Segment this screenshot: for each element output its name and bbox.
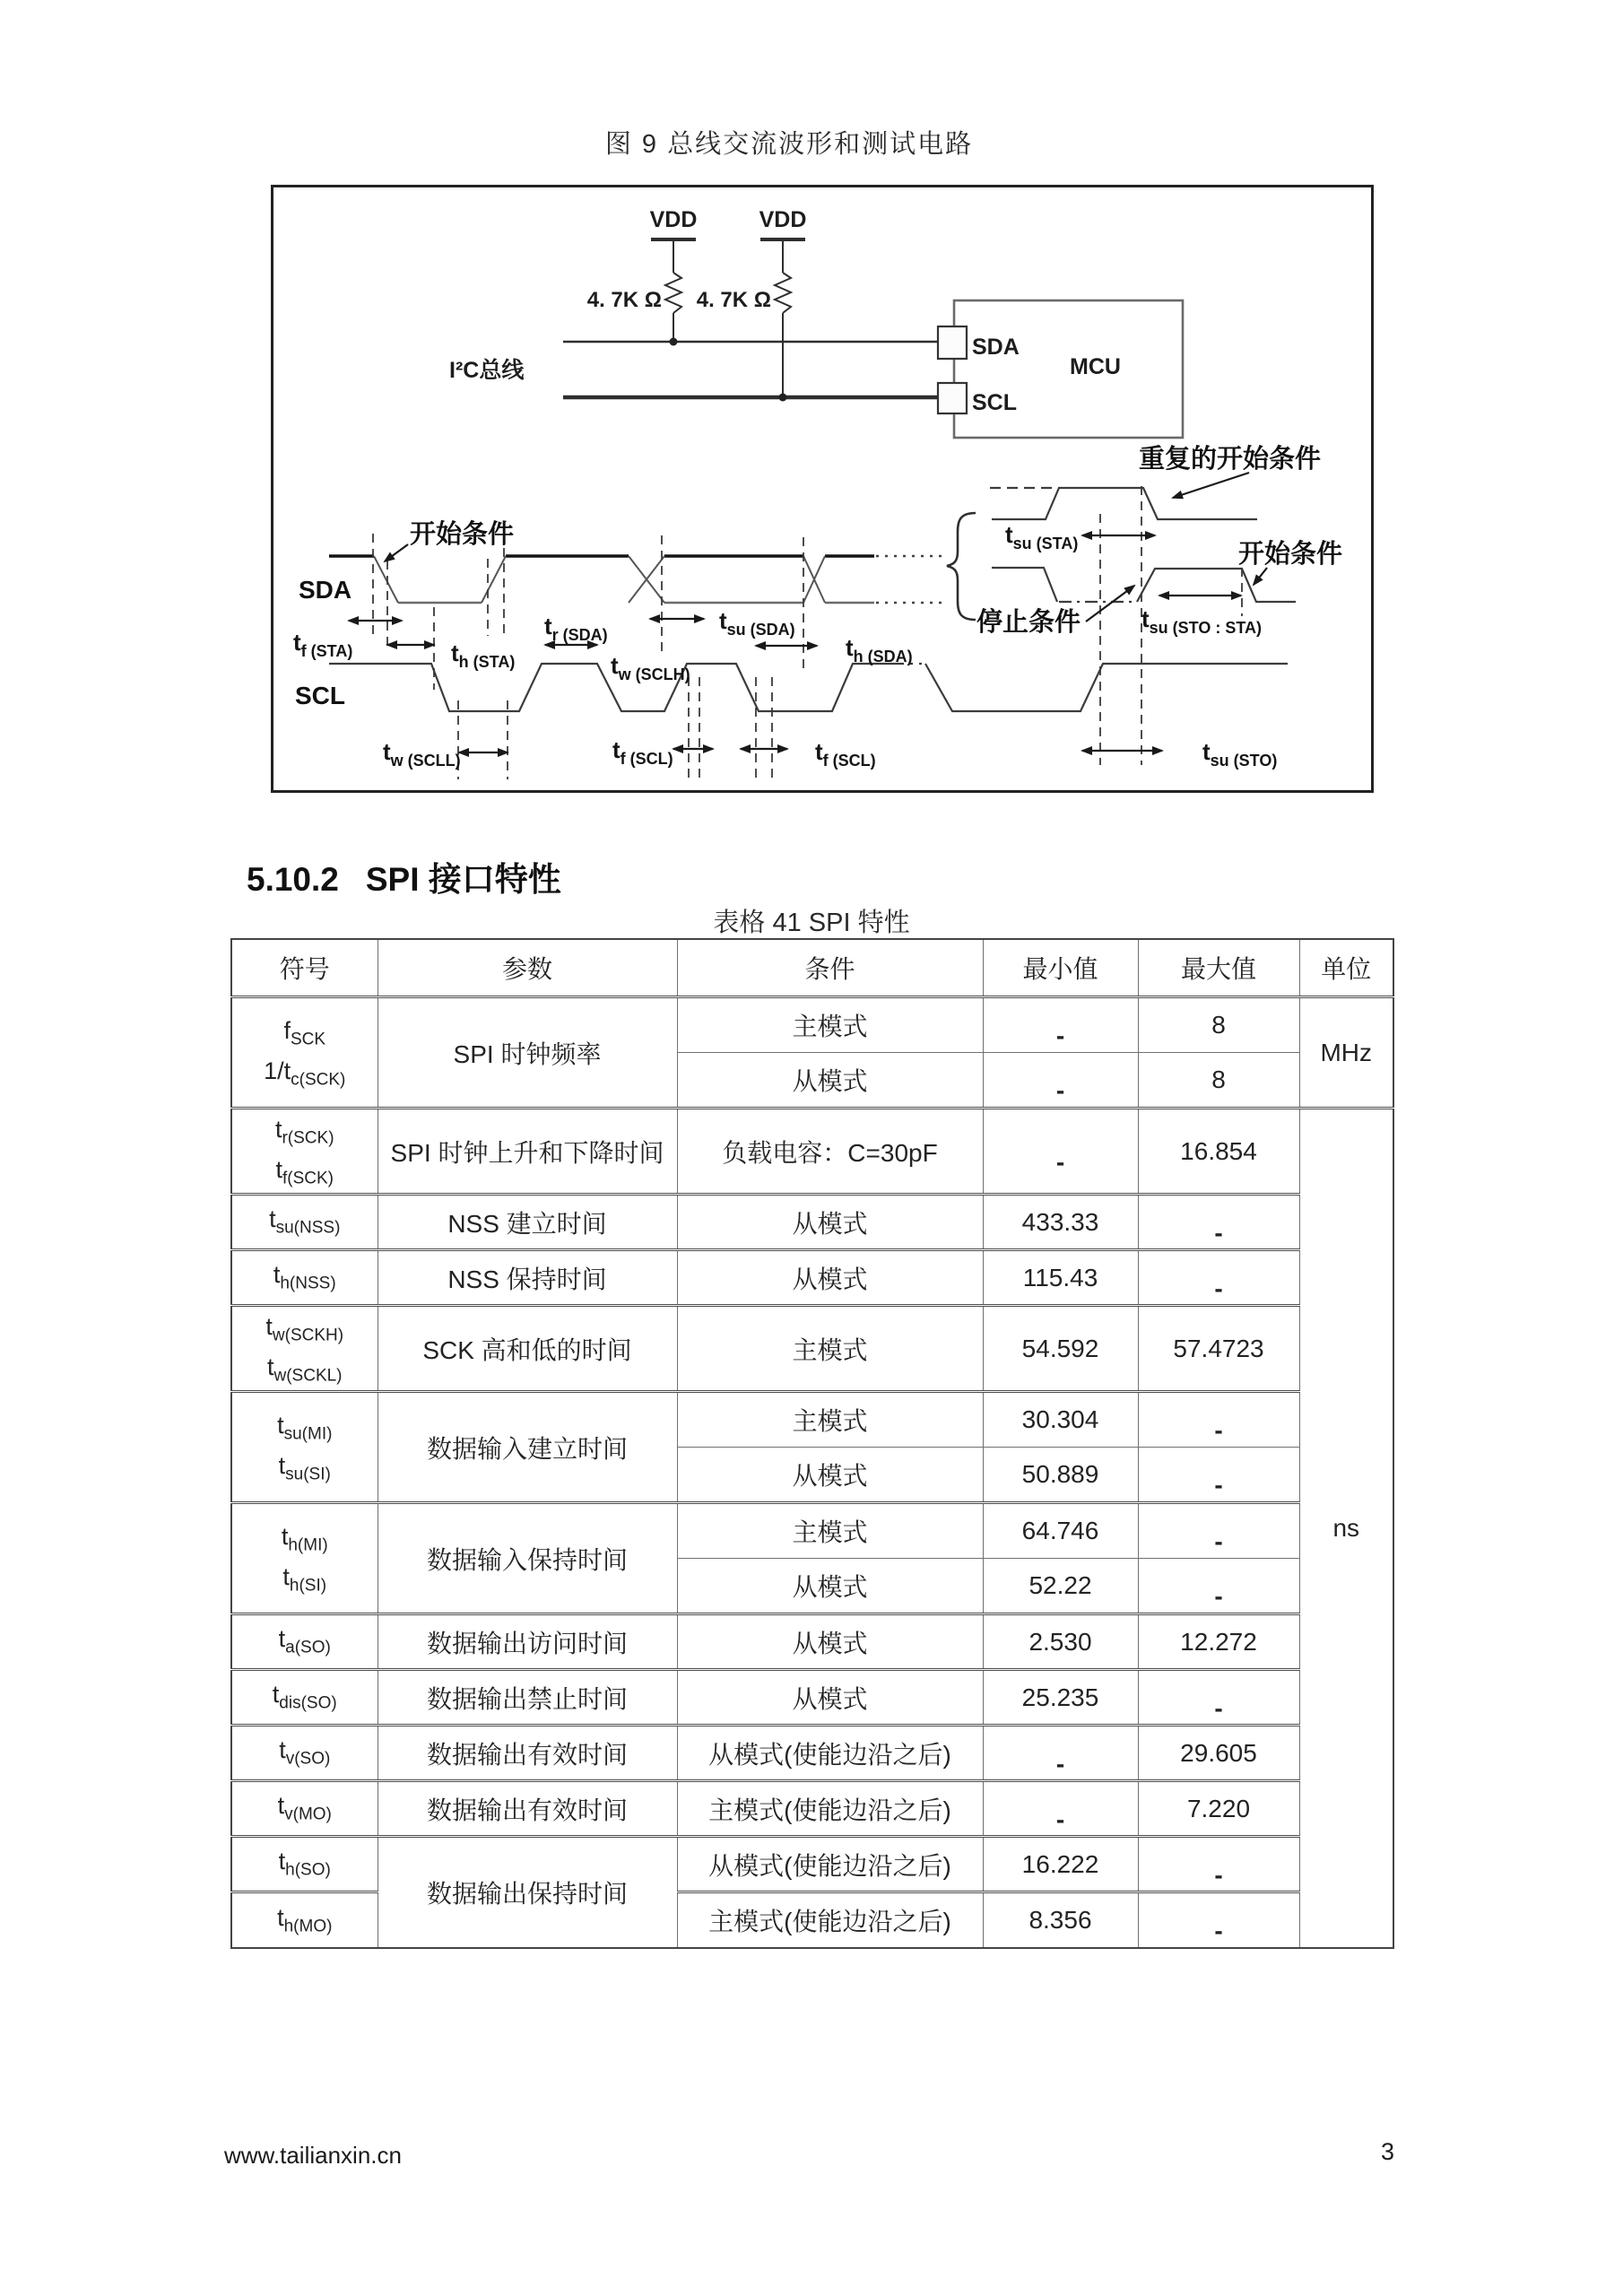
- cell-parameter: 数据输出访问时间: [378, 1614, 677, 1670]
- cell-symbol: $t_{v(SO)}$: [231, 1726, 378, 1781]
- resistor-right-symbol: [775, 273, 791, 313]
- sda-repeated-start-trace: [990, 488, 1257, 519]
- sda-pin-label: SDA: [972, 335, 1020, 360]
- table-row: [231, 1503, 1393, 1559]
- cell-symbol: $t_{v(MO)}$: [231, 1781, 378, 1837]
- cell-min: -: [983, 1781, 1138, 1837]
- cell-parameter: SCK 高和低的时间: [378, 1306, 677, 1392]
- cell-min: 16.222: [983, 1837, 1138, 1892]
- table-row: [231, 1726, 1393, 1781]
- cell-symbol: $t_{h(NSS)}$: [231, 1250, 378, 1306]
- cell-min: -: [983, 1053, 1138, 1109]
- table-row: [231, 1614, 1393, 1670]
- cell-max: 7.220: [1138, 1781, 1299, 1837]
- annotation-pointer-arrows: [385, 473, 1267, 622]
- table-row: [231, 1250, 1393, 1306]
- cell-symbol: $t_{r(SCK)}$ $t_{f(SCK)}$: [231, 1109, 378, 1195]
- cell-min: -: [983, 997, 1138, 1053]
- cell-condition: 从模式(使能边沿之后): [677, 1837, 983, 1892]
- footer-website: www.tailianxin.cn: [224, 2142, 402, 2169]
- pullup-wires: [673, 239, 783, 397]
- resistor-left-value: 4. 7K Ω: [586, 288, 662, 312]
- cell-max: -: [1138, 1392, 1299, 1448]
- cell-max: -: [1138, 1670, 1299, 1726]
- scl-pin-box: [938, 383, 967, 413]
- table-row: [231, 1306, 1393, 1392]
- table-caption: 表格 41 SPI 特性: [713, 909, 910, 937]
- cell-unit: ns: [1299, 1109, 1393, 1948]
- cell-max: -: [1138, 1837, 1299, 1892]
- header-max: 最大值: [1138, 939, 1299, 997]
- cell-symbol: $t_{a(SO)}$: [231, 1614, 378, 1670]
- cell-max: 29.605: [1138, 1726, 1299, 1781]
- table-row: [231, 1109, 1393, 1195]
- table-row: [231, 1837, 1393, 1892]
- cell-condition: 从模式: [677, 1559, 983, 1614]
- cell-condition: 主模式: [677, 997, 983, 1053]
- cell-max: 57.4723: [1138, 1306, 1299, 1392]
- timing-label-tw-scll: $t_{w (SCLL)}$: [383, 738, 461, 770]
- header-min: 最小值: [983, 939, 1138, 997]
- timing-label-th-sta: $t_{h (STA)}$: [451, 639, 516, 671]
- sda-waveform-trace: [329, 556, 942, 603]
- header-parameter: 参数: [378, 939, 677, 997]
- sda-stop-start-trace: [992, 568, 1296, 602]
- i2c-test-circuit: [449, 207, 1183, 438]
- cell-condition: 从模式: [677, 1448, 983, 1503]
- timing-label-tr-sda: $t_{r (SDA)}$: [544, 613, 608, 644]
- cell-max: 12.272: [1138, 1614, 1299, 1670]
- start-condition-right-label: 开始条件: [1238, 540, 1343, 569]
- timing-label-tf-scl-1: $t_{f (SCL)}$: [612, 736, 673, 768]
- cell-min: 54.592: [983, 1306, 1138, 1392]
- vdd-left-label: VDD: [649, 207, 698, 232]
- figure-title: 图 9 总线交流波形和测试电路: [604, 130, 974, 159]
- cell-max: -: [1138, 1195, 1299, 1250]
- alternatives-brace: [947, 513, 976, 620]
- cell-condition: 从模式: [677, 1614, 983, 1670]
- cell-parameter: 数据输出禁止时间: [378, 1670, 677, 1726]
- timing-label-tf-scl-2: $t_{f (SCL)}$: [815, 738, 876, 770]
- vdd-right-label: VDD: [759, 207, 807, 232]
- cell-max: 16.854: [1138, 1109, 1299, 1195]
- cell-parameter: 数据输出有效时间: [378, 1726, 677, 1781]
- cell-symbol: $t_{h(SO)}$: [231, 1837, 378, 1892]
- cell-parameter: 数据输出有效时间: [378, 1781, 677, 1837]
- table-row: [231, 1670, 1393, 1726]
- repeated-start-condition-label: 重复的开始条件: [1139, 445, 1322, 474]
- cell-symbol: $t_{su(MI)}$ $t_{su(SI)}$: [231, 1392, 378, 1503]
- cell-parameter: 数据输入保持时间: [378, 1503, 677, 1614]
- cell-max: 8: [1138, 997, 1299, 1053]
- cell-min: -: [983, 1109, 1138, 1195]
- timing-label-th-sda: $t_{h (SDA)}$: [846, 634, 913, 665]
- resistor-right-value: 4. 7K Ω: [696, 288, 771, 312]
- section-number: 5.10.2: [247, 861, 339, 898]
- cell-condition: 主模式(使能边沿之后): [677, 1892, 983, 1948]
- mcu-label: MCU: [1070, 354, 1121, 379]
- cell-max: 8: [1138, 1053, 1299, 1109]
- cell-max: -: [1138, 1559, 1299, 1614]
- table-header-row: [231, 939, 1393, 997]
- timing-label-tsu-sto: $t_{su (STO)}$: [1202, 738, 1278, 770]
- table-row: [231, 1392, 1393, 1448]
- figure-9-frame: [271, 185, 1374, 793]
- i2c-bus-label: I²C总线: [449, 358, 525, 383]
- header-symbol: 符号: [231, 939, 378, 997]
- cell-unit: MHz: [1299, 997, 1393, 1109]
- cell-symbol: $t_{h(MI)}$ $t_{h(SI)}$: [231, 1503, 378, 1614]
- start-condition-left-label: 开始条件: [410, 520, 515, 549]
- page-number: 3: [1380, 2138, 1394, 2165]
- section-heading: [247, 852, 561, 900]
- cell-parameter: SPI 时钟上升和下降时间: [378, 1109, 677, 1195]
- cell-max: -: [1138, 1892, 1299, 1948]
- section-title: SPI 接口特性: [365, 861, 561, 898]
- cell-symbol: $t_{su(NSS)}$: [231, 1195, 378, 1250]
- cell-min: 2.530: [983, 1614, 1138, 1670]
- cell-condition: 主模式: [677, 1306, 983, 1392]
- cell-parameter: SPI 时钟频率: [378, 997, 677, 1109]
- cell-condition: 从模式: [677, 1250, 983, 1306]
- figure-9-diagram: [273, 187, 1371, 790]
- timing-label-tw-sclh: $t_{w (SCLH)}$: [611, 652, 690, 683]
- sda-pin-box: [938, 326, 967, 359]
- cell-symbol: $t_{h(MO)}$: [231, 1892, 378, 1948]
- timing-dimension-arrows: [349, 535, 1241, 752]
- sda-junction-dot: [670, 338, 678, 346]
- table-row: [231, 1781, 1393, 1837]
- scl-pin-label: SCL: [972, 390, 1017, 415]
- mcu-box: [954, 300, 1183, 438]
- timing-label-tsu-sda: $t_{su (SDA)}$: [719, 607, 795, 639]
- timing-label-tsu-sta: $t_{su (STA)}$: [1005, 521, 1079, 552]
- cell-min: -: [983, 1726, 1138, 1781]
- cell-parameter: 数据输入建立时间: [378, 1392, 677, 1503]
- cell-parameter: 数据输出保持时间: [378, 1837, 677, 1948]
- cell-min: 50.889: [983, 1448, 1138, 1503]
- table-row: [231, 1195, 1393, 1250]
- cell-condition: 从模式: [677, 1053, 983, 1109]
- spi-characteristics-table: [230, 938, 1394, 1949]
- resistor-left-symbol: [665, 273, 681, 313]
- header-unit: 单位: [1299, 939, 1393, 997]
- cell-min: 52.22: [983, 1559, 1138, 1614]
- header-condition: 条件: [677, 939, 983, 997]
- table-row: [231, 997, 1393, 1053]
- cell-condition: 从模式(使能边沿之后): [677, 1726, 983, 1781]
- scl-axis-label: SCL: [295, 682, 345, 709]
- cell-symbol: $f_{SCK}$ $1/t_{c(SCK)}$: [231, 997, 378, 1109]
- cell-min: 25.235: [983, 1670, 1138, 1726]
- cell-max: -: [1138, 1250, 1299, 1306]
- cell-condition: 主模式: [677, 1503, 983, 1559]
- cell-condition: 负载电容：C=30pF: [677, 1109, 983, 1195]
- cell-min: 30.304: [983, 1392, 1138, 1448]
- cell-min: 8.356: [983, 1892, 1138, 1948]
- cell-condition: 主模式(使能边沿之后): [677, 1781, 983, 1837]
- cell-condition: 从模式: [677, 1195, 983, 1250]
- cell-parameter: NSS 建立时间: [378, 1195, 677, 1250]
- cell-max: -: [1138, 1448, 1299, 1503]
- sda-axis-label: SDA: [299, 576, 352, 604]
- cell-min: 433.33: [983, 1195, 1138, 1250]
- cell-max: -: [1138, 1503, 1299, 1559]
- scl-junction-dot: [779, 394, 787, 402]
- cell-parameter: NSS 保持时间: [378, 1250, 677, 1306]
- timing-label-tsu-sto-sta: $t_{su (STO : STA)}$: [1141, 605, 1263, 637]
- cell-min: 115.43: [983, 1250, 1138, 1306]
- cell-condition: 主模式: [677, 1392, 983, 1448]
- cell-symbol: $t_{dis(SO)}$: [231, 1670, 378, 1726]
- cell-condition: 从模式: [677, 1670, 983, 1726]
- timing-label-tf-sta: $t_{f (STA)}$: [293, 629, 353, 660]
- cell-min: 64.746: [983, 1503, 1138, 1559]
- stop-condition-label: 停止条件: [976, 608, 1081, 637]
- cell-symbol: $t_{w(SCKH)}$ $t_{w(SCKL)}$: [231, 1306, 378, 1392]
